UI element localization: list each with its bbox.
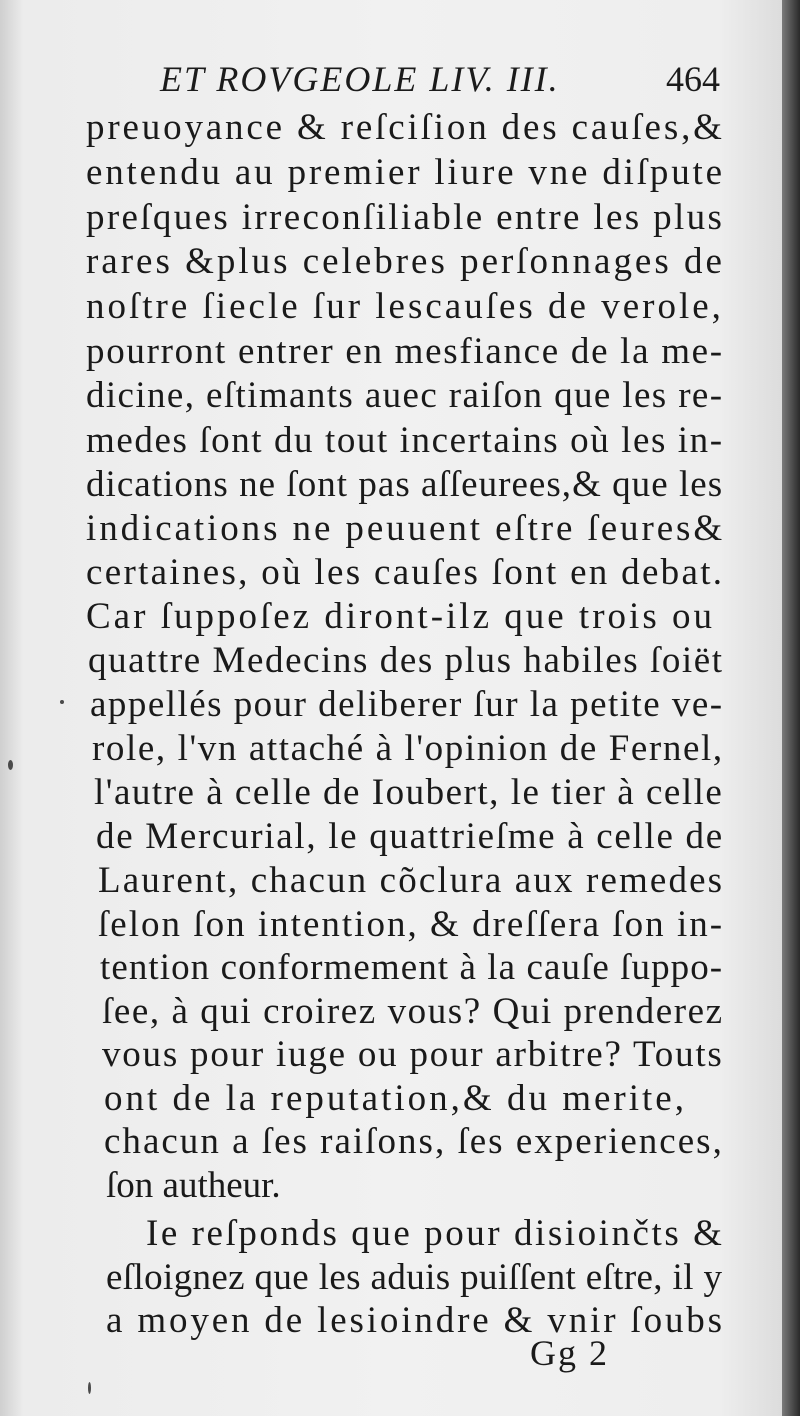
- text-line: vous pour iuge ou pour arbitre? Touts: [102, 1034, 724, 1075]
- ink-speck: [8, 760, 13, 770]
- signature-mark: Gg 2: [530, 1333, 609, 1373]
- text-line: tention conformement à la cauſe ſuppo-: [100, 947, 724, 988]
- text-line: role, l'vn attaché à l'opinion de Fernel,: [92, 728, 724, 769]
- text-line: Car ſuppoſez diront-ilz que trois ou: [86, 596, 715, 637]
- text-line: rares &plus celebres perſonnages de: [86, 241, 725, 282]
- text-line: Laurent, chacun cõclura aux remedes: [98, 860, 725, 901]
- text-line: dicine, eſtimants auec raiſon que les re-: [86, 375, 724, 416]
- text-line: noſtre ſiecle ſur lescauſes de verole,: [86, 286, 724, 327]
- text-line: chacun a ſes raiſons, ſes experiences,: [104, 1121, 724, 1162]
- text-line: appellés pour deliberer ſur la petite ve-: [90, 684, 724, 725]
- text-line: ſee, à qui croirez vous? Qui prenderez: [102, 991, 724, 1032]
- text-line: ſon autheur.: [106, 1165, 281, 1206]
- page-edge-shadow: [782, 0, 800, 1416]
- page-number: 464: [666, 59, 720, 99]
- ink-speck: [60, 700, 64, 704]
- text-line: medes ſont du tout incertains où les in-: [86, 420, 724, 461]
- text-line: a moyen de lesioindre & vnir ſoubs: [106, 1300, 725, 1341]
- ink-speck: [88, 1382, 91, 1394]
- text-line: ont de la reputation,& du merite,: [104, 1078, 687, 1119]
- text-line: ſelon ſon intention, & dreſſera ſon in-: [98, 904, 725, 945]
- text-line: entendu au premier liure vne diſpute: [86, 152, 725, 193]
- text-line: Ie reſponds que pour disioinčts &: [146, 1213, 725, 1254]
- text-line: preuoyance & reſciſion des cauſes,&: [86, 107, 725, 148]
- text-line: pourront entrer en mesfiance de la me-: [86, 331, 724, 372]
- text-line: quattre Medecins des plus habiles ſoiët: [88, 640, 724, 681]
- text-line: dications ne ſont pas aſſeurees,& que les: [86, 464, 724, 505]
- running-title: ET ROVGEOLE LIV. III.: [160, 59, 560, 99]
- text-line: eſloignez que les aduis puiſſent eſtre, il y: [106, 1257, 723, 1298]
- text-line: indications ne peuuent eſtre ſeures&: [86, 508, 726, 549]
- text-line: preſques irreconſiliable entre les plus: [86, 197, 725, 238]
- text-line: certaines, où les cauſes ſont en debat.: [86, 552, 725, 593]
- text-line: de Mercurial, le quattrieſme à celle de: [96, 816, 724, 857]
- text-line: l'autre à celle de Ioubert, le tier à celle: [94, 772, 724, 813]
